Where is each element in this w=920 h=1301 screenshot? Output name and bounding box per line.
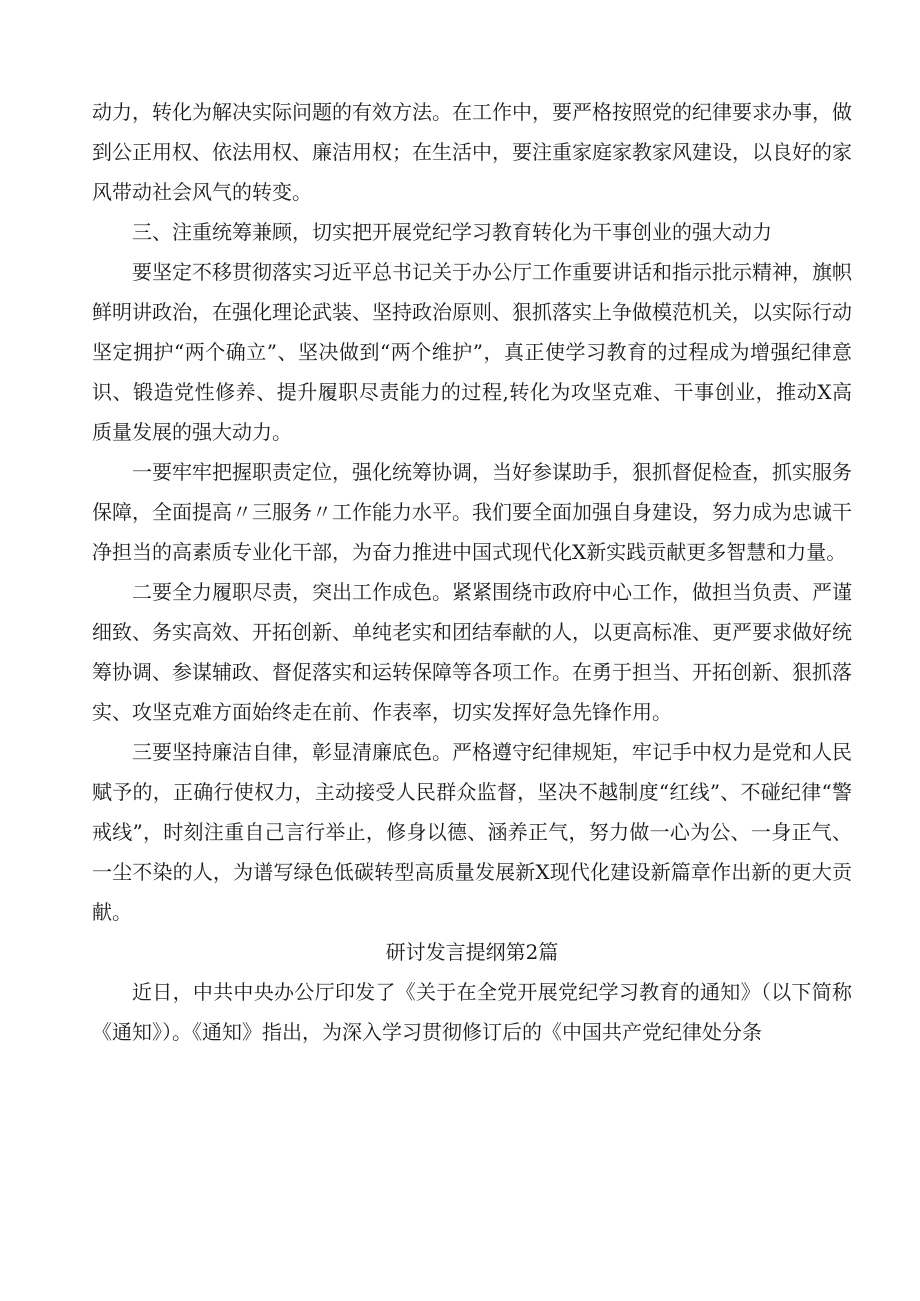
paragraph-point-1: 一要牢牢把握职责定位，强化统筹协调，当好参谋助手，狠抓督促检查，抓实服务保障，全面提高〃三服务〃工作能力水平。我们要全面加强自身建设，努力成为忠诚干净担当的高素质专业化干部，为奋力推进中国式现代化X新实践贡献更多智慧和力量。 [92,460,852,564]
article-title: 研讨发言提纲第2篇 [385,940,559,964]
paragraph-intro: 近日，中共中央办公厅印发了《关于在全党开展党纪学习教育的通知》（以下简称《通知》）。《通知》指出，为深入学习贯彻修订后的《中国共产党纪律处分条 [92,980,852,1044]
paragraph: 要坚定不移贯彻落实习近平总书记关于办公厅工作重要讲话和指示批示精神，旗帜鲜明讲政治，在强化理论武装、坚持政治原则、狠抓落实上争做模范机关，以实际行动坚定拥护“两个确立”、坚决做到“两个维护”，真正使学习教育的过程成为增强纪律意识、锻造党性修养、提升履职尽责能力的过程,转化为攻坚克难、干事创业，推动X高质量发展的强大动力。 [92,260,852,444]
paragraph-point-2: 二要全力履职尽责，突出工作成色。紧紧围绕市政府中心工作，做担当负责、严谨细致、务实高效、开拓创新、单纯老实和团结奉献的人，以更高标准、更严要求做好统筹协调、参谋辅政、督促落实和运转保障等各项工作。在勇于担当、开拓创新、狠抓落实、攻坚克难方面始终走在前、作表率，切实发挥好急先锋作用。 [92,580,852,724]
paragraph-continuation: 动力，转化为解决实际问题的有效方法。在工作中，要严格按照党的纪律要求办事，做到公正用权、依法用权、廉洁用权；在生活中，要注重家庭家教家风建设，以良好的家风带动社会风气的转变。 [92,100,852,204]
paragraph-point-3: 三要坚持廉洁自律，彰显清廉底色。严格遵守纪律规矩，牢记手中权力是党和人民赋予的，正确行使权力，主动接受人民群众监督，坚决不越制度“红线”、不碰纪律“警戒线”，时刻注重自己言行举止，修身以德、涵养正气，努力做一心为公、一身正气、一尘不染的人，为谱写绿色低碳转型高质量发展新X现代化建设新篇章作出新的更大贡献。 [92,740,852,924]
section-heading-3: 三、注重统筹兼顾，切实把开展党纪学习教育转化为干事创业的强大动力 [132,220,772,244]
document-body [92,92,852,1052]
